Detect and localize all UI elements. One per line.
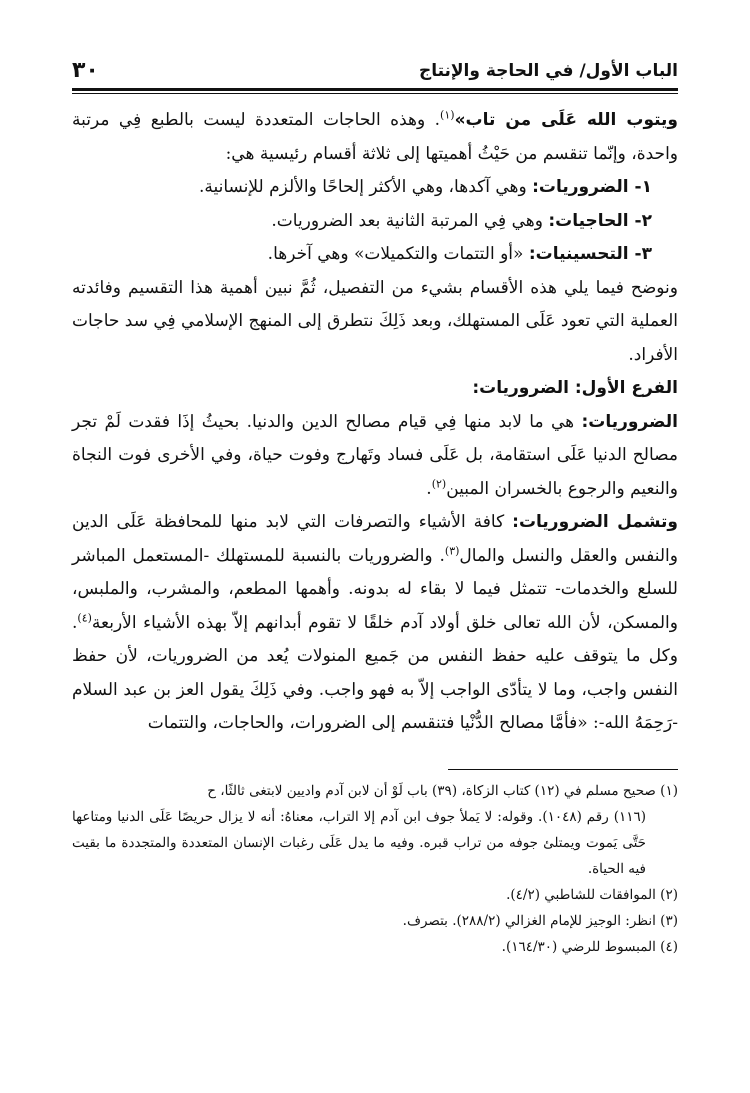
footnote-2: (٢) الموافقات للشاطبي (٤/٢). [506,886,678,903]
footnote-separator [448,769,678,770]
footnote-4: (٤) المبسوط للرضي (١٦٤/٣٠). [501,938,678,955]
paragraph-scope [72,506,678,741]
list-item-text: وهي آكدها، وهي الأكثر إلحاحًا والألزم للإنسانية. [198,177,533,197]
footnote-3: (٣) انظر: الوجيز للإمام الغزالي (٢٨٨/٢). بتصرف. [402,912,678,929]
paragraph-intro-text: . وهذه الحاجات المتعددة ليست بالطبع فِي مرتبة واحدة، وإنّما تنقسم من حَيْثُ أهميتها إلى ثلاثة أقسام رئيسية هي: [72,110,678,164]
header-rule [72,88,678,94]
scope-text-b: . والضروريات بالنسبة للمستهلك -المستعمل المباشر للسلع والخدمات- تتمثل فيما لا بقاء له بدونه. وأهمها المطعم، والمشرب، والملبس، والمسكن، لأن الله تعالى خلق أولاد آدم خلقًا لا تقوم أبدانهم إلاّ بهذه الأشياء الأربعة [72,545,678,633]
scope-text-c: . وكل ما يتوقف عليه حفظ النفس من جَميع المنولات يُعد من الضروريات، لأن حفظ النفس واجب، وما لا يتأدّى الواجب إلاّ به فهو واجب. وفي ذَلِكَ يقول العز بن عبد السلام -رَحِمَهُ الله-: «فأمَّا مصالح الدُّنْيا فتنقسم إلى الضرورات، والحاجات، والتتمات [72,612,678,733]
list-item-label: ٣- التحسينيات: [528,244,652,264]
main-text [72,104,678,741]
list-item-text: «أو التتمات والتكميلات» وهي آخرها. [267,244,529,264]
footnote-ref-1: (١) [440,108,455,122]
footnote-ref-3: (٣) [444,543,460,557]
scope-term: وتشمل الضروريات: [512,512,678,532]
list-item-text: وهي فِي المرتبة الثانية بعد الضروريات. [271,210,549,231]
paragraph-intro [72,104,678,171]
section-heading: الفرع الأول: الضروريات: [472,378,678,398]
book-page [72,56,678,1066]
quote-end-bold: ويتوب الله عَلَى من تاب» [454,110,678,130]
list-item-label: ١- الضروريات: [532,177,652,197]
footnotes [72,778,678,960]
footnote-ref-2: (٢) [431,476,447,490]
footnote-1: (١) صحيح مسلم في (١٢) كتاب الزكاة، (٣٩) باب لَوْ أن لابن آدم واديين لابتغى ثالثًا، ح [207,782,678,799]
list-item-improvements [72,238,678,272]
page-number: ٣٠ [72,58,99,83]
footnote-ref-4: (٤) [77,610,92,624]
paragraph-definition: الضروريات: هي ما لابد منها فِي قيام مصالح الدين والدنيا. بحيثُ إذَا فقدت لَمْ تجر مصالح الدنيا عَلَى استقامة، بل عَلَى فساد وتَهارج وفوت حياة، وفي الأخرى فوت النجاة والنعيم والرجوع بالخسران المبين$^{(٢)}$. [72,411,678,499]
footnote-1-continuation: (١١٦) رقم (١٠٤٨). وقوله: لا يَملأ جوف ابن آدم إلا التراب، معناهُ: أنه لا يزال حريصًا عَلَى الدنيا ومتاعها حَتَّى يَموت ويمتلئ جوفه من تراب قبره. وفيه ما يدل عَلَى رغبات الإنسان المتعددة والمتجددة ما بقيت فيه الحياة. [72,808,647,877]
scope-text-a: كافة الأشياء والتصرفات التي لابد منها للمحافظة عَلَى الدين والنفس والعقل والنسل والمال [72,512,678,566]
list-item-necessities [72,171,678,205]
page-header [72,56,678,86]
running-title: الباب الأول/ في الحاجة والإنتاج [418,61,678,81]
definition-term: الضروريات: [581,411,678,432]
list-item-label: ٢- الحاجيات: [548,210,652,231]
definition-text: هي ما لابد منها فِي قيام مصالح الدين والدنيا. بحيثُ إذَا فقدت لَمْ تجر مصالح الدنيا عَلَى استقامة، بل عَلَى فساد وتَهارج وفوت حياة، وفي الأخرى فوت النجاة والنعيم والرجوع بالخسران المبين [72,411,678,499]
paragraph-explanation: ونوضح فيما يلي هذه الأقسام بشيء من التفصيل، ثُمَّ نبين أهمية هذا التقسيم وفائدته العملية التي تعود عَلَى المستهلك، وبعد ذَلِكَ نتطرق إلى المنهج الإسلامي فِي سد حاجات الأفراد. [72,277,678,365]
list-item-needs [72,205,678,239]
